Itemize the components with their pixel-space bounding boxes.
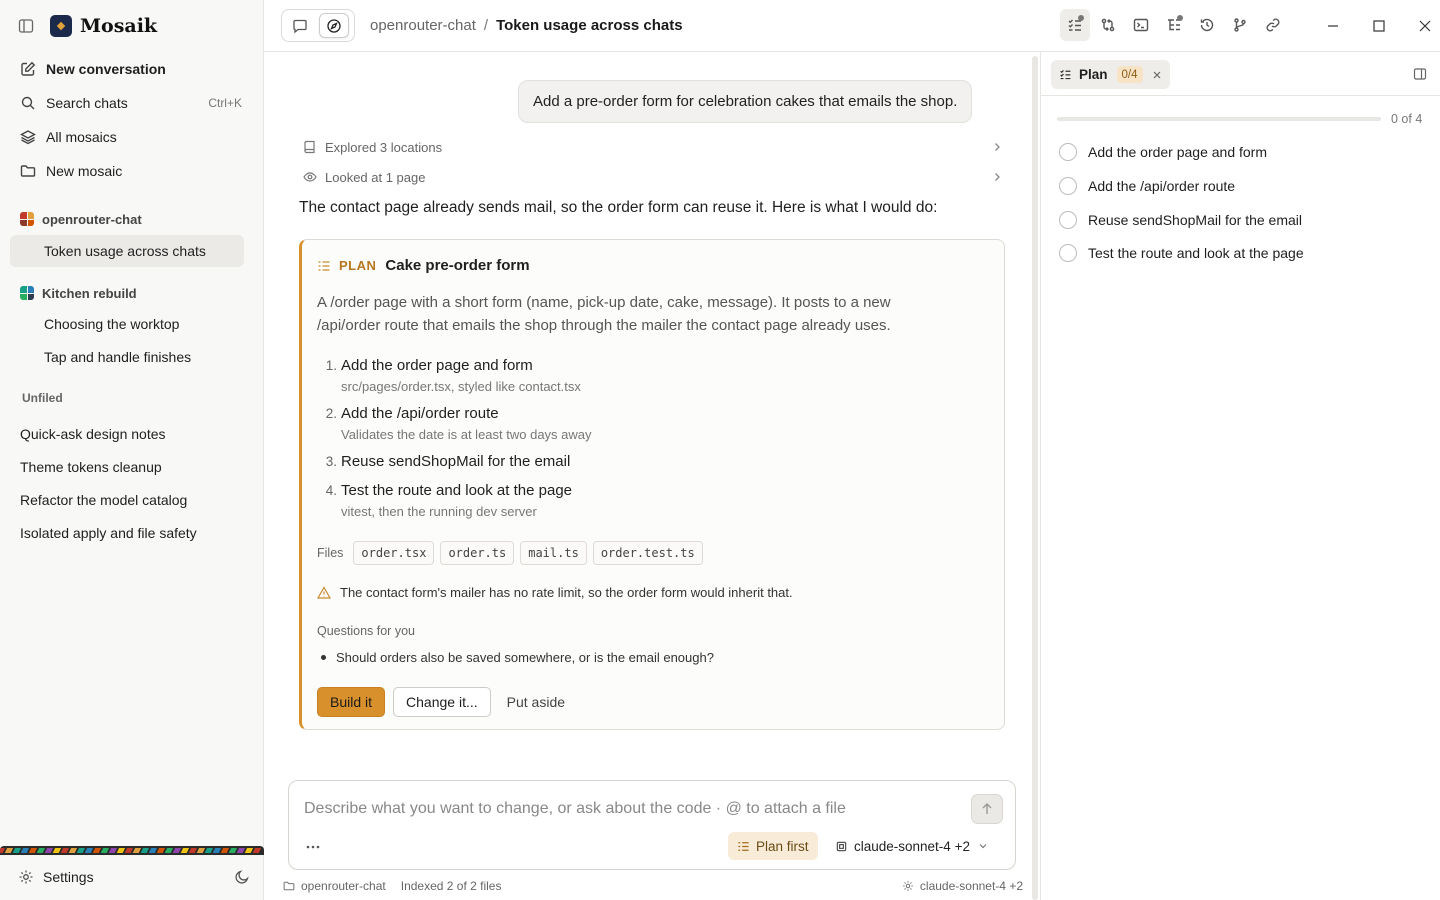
build-it-button[interactable]: Build it bbox=[317, 687, 385, 717]
status-model-label: claude-sonnet-4 +2 bbox=[919, 879, 1023, 893]
plan-risk bbox=[317, 585, 793, 600]
unfiled-header: Unfiled bbox=[22, 391, 63, 405]
plan-icon bbox=[1059, 68, 1072, 81]
chevron-right-icon bbox=[991, 171, 1003, 183]
plan-step bbox=[317, 452, 977, 481]
plan-files bbox=[317, 541, 703, 565]
all-mosaics-button[interactable] bbox=[10, 120, 244, 154]
nav-label: Search chats bbox=[46, 95, 128, 111]
compare-button[interactable] bbox=[1093, 9, 1123, 41]
branch-button[interactable] bbox=[1225, 9, 1255, 41]
todo-checkbox[interactable] bbox=[1059, 211, 1077, 229]
breadcrumb-separator: / bbox=[483, 17, 489, 34]
step-number: 1. bbox=[325, 358, 337, 373]
risk-text: The contact form's mailer has no rate limit, so the order form would inherit that. bbox=[340, 585, 793, 600]
compass-icon bbox=[326, 18, 342, 34]
index-status: Indexed 2 of 2 files bbox=[400, 879, 502, 893]
app-logo bbox=[50, 15, 72, 37]
history-button[interactable] bbox=[1192, 9, 1222, 41]
files-tree-button[interactable] bbox=[1159, 9, 1189, 41]
view-switcher bbox=[281, 9, 355, 42]
user-message: Add a pre-order form for celebration cakes that emails the shop. bbox=[518, 80, 972, 123]
todo-checkbox[interactable] bbox=[1059, 143, 1077, 161]
nav-label: New conversation bbox=[46, 61, 166, 77]
todo-label: Test the route and look at the page bbox=[1088, 245, 1304, 261]
model-label: claude-sonnet-4 +2 bbox=[854, 838, 970, 854]
chat-item-tap-finishes[interactable] bbox=[10, 341, 244, 373]
brand bbox=[18, 14, 157, 38]
progress-label: 0 of 4 bbox=[1391, 112, 1423, 126]
plan-panel-button[interactable] bbox=[1060, 9, 1090, 41]
explore-view-button[interactable] bbox=[319, 13, 349, 38]
chat-item-unfiled[interactable]: Refactor the model catalog bbox=[20, 491, 188, 508]
step-number: 4. bbox=[325, 483, 337, 498]
project-openrouter-chat bbox=[10, 206, 244, 267]
breadcrumb-project[interactable]: openrouter-chat bbox=[370, 17, 476, 34]
warning-icon bbox=[317, 586, 331, 600]
chat-item-token-usage[interactable] bbox=[10, 235, 244, 267]
more-options-icon[interactable] bbox=[305, 839, 321, 855]
history-icon bbox=[1199, 17, 1215, 33]
terminal-icon bbox=[1133, 17, 1149, 33]
todo-checkbox[interactable] bbox=[1059, 244, 1077, 262]
status-bar bbox=[283, 878, 1023, 894]
plan-tag: PLAN bbox=[339, 258, 377, 273]
file-chip[interactable]: order.test.ts bbox=[593, 541, 703, 565]
search-icon bbox=[20, 95, 36, 111]
plan-description: A /order page with a short form (name, pick-up date, cake, message). It posts to a new /api/order route that emails the shop through the mailer the contact page already uses. bbox=[317, 294, 891, 334]
app-name: Mosaik bbox=[80, 15, 158, 37]
plan-header bbox=[317, 257, 530, 274]
project-mosaic-icon bbox=[20, 286, 34, 300]
plan-count-badge: 0/4 bbox=[1117, 66, 1143, 83]
plan-step bbox=[317, 356, 977, 404]
step-detail: Validates the date is at least two days away bbox=[341, 427, 592, 442]
maximize-button[interactable] bbox=[1356, 10, 1402, 42]
file-chip[interactable]: order.ts bbox=[440, 541, 514, 565]
sidebar-nav bbox=[10, 52, 244, 188]
activity-row[interactable] bbox=[303, 164, 1003, 190]
shortcut-hint: Ctrl+K bbox=[208, 96, 242, 110]
panel-divider bbox=[1041, 95, 1440, 96]
unfiled-section bbox=[10, 386, 244, 549]
plan-panel bbox=[1040, 52, 1440, 900]
new-mosaic-button[interactable] bbox=[10, 154, 244, 188]
panel-tab-label: Plan bbox=[1079, 67, 1108, 82]
breadcrumb bbox=[370, 17, 683, 34]
minimize-button[interactable] bbox=[1310, 10, 1356, 42]
window-controls bbox=[1310, 10, 1440, 42]
folder-icon bbox=[283, 880, 295, 892]
plan-title: Cake pre-order form bbox=[385, 257, 530, 274]
chat-scrollbar[interactable] bbox=[1032, 56, 1038, 900]
chat-label: Token usage across chats bbox=[44, 243, 206, 259]
activity-label: Explored 3 locations bbox=[325, 139, 443, 155]
project-header[interactable] bbox=[10, 206, 244, 232]
layers-icon bbox=[20, 129, 36, 145]
sidebar bbox=[0, 0, 264, 900]
plan-step bbox=[317, 481, 977, 529]
minimize-icon bbox=[1326, 19, 1340, 33]
todo-checkbox[interactable] bbox=[1059, 177, 1077, 195]
close-icon bbox=[1418, 19, 1432, 33]
book-icon bbox=[303, 140, 317, 154]
project-mosaic-icon bbox=[20, 212, 34, 226]
files-label: Files bbox=[317, 546, 344, 560]
activity-row[interactable] bbox=[303, 134, 1003, 160]
chat-label: Tap and handle finishes bbox=[44, 349, 192, 365]
share-link-button[interactable] bbox=[1258, 9, 1288, 41]
todo-item[interactable] bbox=[1059, 175, 1235, 197]
chevron-right-icon bbox=[991, 141, 1003, 153]
todo-label: Add the /api/order route bbox=[1088, 178, 1236, 194]
step-number: 3. bbox=[325, 454, 337, 469]
chevron-down-icon bbox=[978, 841, 988, 851]
maximize-icon bbox=[1372, 19, 1386, 33]
project-name: openrouter-chat bbox=[42, 211, 142, 227]
step-title: Add the order page and form bbox=[341, 357, 533, 374]
pencil-square-icon bbox=[20, 61, 36, 77]
folder-icon bbox=[20, 163, 36, 179]
moon-icon[interactable] bbox=[234, 869, 250, 885]
new-conversation-button[interactable] bbox=[10, 52, 244, 86]
chat-item-worktop[interactable] bbox=[10, 308, 244, 340]
file-chip[interactable]: mail.ts bbox=[520, 541, 587, 565]
step-title: Add the /api/order route bbox=[341, 405, 499, 422]
link-icon bbox=[1265, 17, 1281, 33]
question-item bbox=[317, 650, 714, 665]
settings-button[interactable]: Settings bbox=[43, 869, 94, 885]
plan-first-toggle[interactable] bbox=[728, 832, 818, 860]
plan-list-icon bbox=[737, 840, 750, 853]
step-title: Test the route and look at the page bbox=[341, 482, 572, 499]
bullet bbox=[321, 655, 326, 660]
gear-icon bbox=[902, 880, 914, 892]
plan-list-icon bbox=[317, 259, 331, 273]
questions-heading: Questions for you bbox=[317, 624, 415, 638]
composer-input[interactable]: Describe what you want to change, or ask about the code · @ to attach a file bbox=[304, 800, 846, 817]
project-header[interactable] bbox=[10, 280, 244, 306]
change-it-button[interactable]: Change it... bbox=[393, 687, 491, 717]
arrow-up-icon bbox=[980, 802, 994, 816]
chip-icon bbox=[835, 840, 848, 853]
nav-label: All mosaics bbox=[46, 129, 117, 145]
plan-first-label: Plan first bbox=[756, 838, 809, 854]
step-detail: vitest, then the running dev server bbox=[341, 504, 537, 519]
plan-step bbox=[317, 404, 977, 452]
sidebar-toggle-icon[interactable] bbox=[18, 18, 34, 34]
search-chats-button[interactable] bbox=[10, 86, 244, 120]
close-tab-icon[interactable] bbox=[1152, 70, 1162, 80]
project-kitchen-rebuild bbox=[10, 280, 244, 373]
plan-card bbox=[299, 239, 1005, 730]
plan-actions bbox=[317, 687, 573, 717]
eye-icon bbox=[303, 170, 317, 184]
put-aside-button[interactable]: Put aside bbox=[506, 694, 566, 710]
chat-item-unfiled[interactable]: Theme tokens cleanup bbox=[20, 458, 162, 475]
git-compare-icon bbox=[1100, 17, 1116, 33]
file-chip[interactable]: order.tsx bbox=[353, 541, 434, 565]
branch-icon bbox=[1232, 17, 1248, 33]
chat-item-unfiled[interactable]: Isolated apply and file safety bbox=[20, 524, 197, 541]
gear-icon bbox=[18, 869, 34, 885]
topbar bbox=[264, 0, 1440, 52]
nav-label: New mosaic bbox=[46, 163, 123, 179]
decorative-mosaic-stripe bbox=[0, 846, 264, 855]
model-selector[interactable] bbox=[835, 832, 988, 860]
todo-item[interactable] bbox=[1059, 242, 1304, 264]
step-title: Reuse sendShopMail for the email bbox=[341, 453, 571, 470]
step-detail: src/pages/order.tsx, styled like contact.tsx bbox=[341, 379, 581, 394]
status-project[interactable]: openrouter-chat bbox=[301, 879, 386, 893]
chat-label: Choosing the worktop bbox=[44, 316, 180, 332]
send-button[interactable] bbox=[971, 794, 1003, 824]
settings-row bbox=[18, 866, 250, 888]
todo-label: Add the order page and form bbox=[1088, 144, 1268, 160]
assistant-message: The contact page already sends mail, so the order form can reuse it. Here is what I would do: bbox=[299, 199, 938, 216]
close-button[interactable] bbox=[1402, 10, 1440, 42]
collapse-panel-icon[interactable] bbox=[1413, 67, 1427, 81]
chat-item-unfiled[interactable]: Quick-ask design notes bbox=[20, 425, 166, 442]
chat-view-button[interactable] bbox=[285, 13, 315, 38]
chat-area bbox=[264, 52, 1032, 900]
terminal-button[interactable] bbox=[1126, 9, 1156, 41]
todo-label: Reuse sendShopMail for the email bbox=[1088, 212, 1303, 228]
activity-label: Looked at 1 page bbox=[325, 169, 426, 185]
composer bbox=[288, 780, 1016, 870]
todo-item[interactable] bbox=[1059, 209, 1302, 231]
page-title: Token usage across chats bbox=[496, 17, 683, 34]
status-model[interactable] bbox=[902, 879, 1023, 893]
chat-bubble-icon bbox=[292, 18, 308, 34]
panel-tab-plan[interactable] bbox=[1051, 60, 1170, 89]
toolbar bbox=[1060, 9, 1288, 41]
step-number: 2. bbox=[325, 406, 337, 421]
todo-item[interactable] bbox=[1059, 141, 1267, 163]
project-name: Kitchen rebuild bbox=[42, 285, 137, 301]
question-text: Should orders also be saved somewhere, or is the email enough? bbox=[336, 650, 714, 665]
plan-steps bbox=[317, 356, 977, 529]
plan-progress-bar bbox=[1057, 117, 1381, 121]
